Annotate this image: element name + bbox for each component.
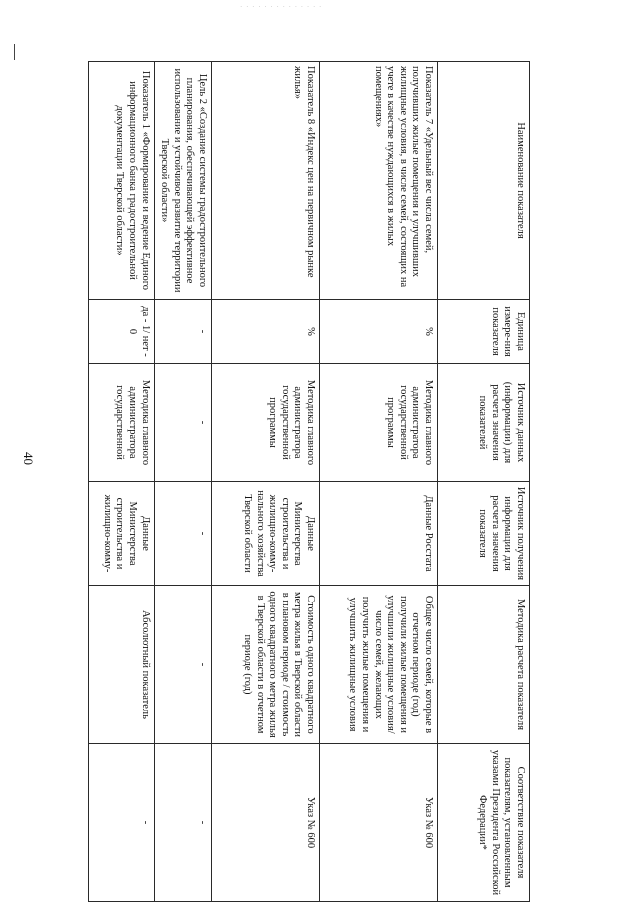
cell-decree: -	[154, 744, 211, 902]
cell-method: Стоимость одного квадратного метра жилья в Тверской области в плановом периоде / стоимость одного квадратного метра жилья в Тверской области в отчетном периоде (год)	[212, 586, 320, 744]
cell-info-source: -	[154, 482, 211, 586]
cell-unit: %	[212, 300, 320, 364]
header-method: Методика расчета показателя	[438, 586, 530, 744]
cell-unit: да - 1/ нет - 0	[88, 300, 154, 364]
cell-data-source: Методика главного администратора государственной программы	[212, 364, 320, 482]
header-info-source: Источник получения информации для расчета значения показателя	[438, 482, 530, 586]
cell-info-source: Данные Росстата	[320, 482, 438, 586]
indicator-table	[88, 61, 530, 902]
cell-unit: %	[320, 300, 438, 364]
cell-data-source: Методика главного администратора государственной	[88, 364, 154, 482]
table-row	[320, 62, 438, 902]
cell-info-source: Данные Министерства строительства и жилищно-комму-	[88, 482, 154, 586]
header-decree: Соответствие показателя показателям, установленным указами Президента Российской Федерации*	[438, 744, 530, 902]
cell-goal-name: Цель 2 «Создание системы градостроительного планирования, обеспечивающей эффективное использование и устойчивое развитие территории Тверской области»	[154, 62, 211, 300]
table-row	[212, 62, 320, 902]
cell-indicator-name: Показатель 8 «Индекс цен на первичном рынке жилья»	[212, 62, 320, 300]
table-row	[154, 62, 211, 902]
cell-method: -	[154, 586, 211, 744]
cell-decree: Указ № 600	[320, 744, 438, 902]
cell-unit: -	[154, 300, 211, 364]
cell-info-source: Данные Министерства строительства и жилищно-комму-нального хозяйства Тверской области	[212, 482, 320, 586]
cell-indicator-name: Показатель 7 «Удельный вес числа семей, получивших жилые помещения и улучшивших жилищные условия, в числе семей, состоящих на учете в качестве нуждающихся в жилых помещениях»	[320, 62, 438, 300]
table-row	[88, 62, 154, 902]
cell-indicator-name: Показатель 1 «Формирование и ведение Единого информационного банка градостроительной документации Тверской области»	[88, 62, 154, 300]
cell-method: Общее число семей, которые в отчетном периоде (год) получили жилые помещения и улучшили жилищные условия/число семей, желающих получить жилые помещения и улучшить жилищные условия	[320, 586, 438, 744]
cell-decree: -	[88, 744, 154, 902]
page-number: 40	[21, 452, 36, 465]
indicator-table-sheet	[90, 61, 530, 901]
cell-method: Абсолютный показатель	[88, 586, 154, 744]
margin-mark	[14, 44, 15, 60]
scan-marks: · · · · · · · · · · · · · ·	[240, 3, 323, 11]
header-indicator-name: Наименование показателя	[438, 62, 530, 300]
cell-decree: Указ № 600	[212, 744, 320, 902]
table-header-row	[438, 62, 530, 902]
cell-data-source: -	[154, 364, 211, 482]
header-unit: Единица измере-ния показателя	[438, 300, 530, 364]
cell-data-source: Методика главного администратора государственной программы	[320, 364, 438, 482]
header-data-source: Источник данных (информации) для расчета значения показателей	[438, 364, 530, 482]
